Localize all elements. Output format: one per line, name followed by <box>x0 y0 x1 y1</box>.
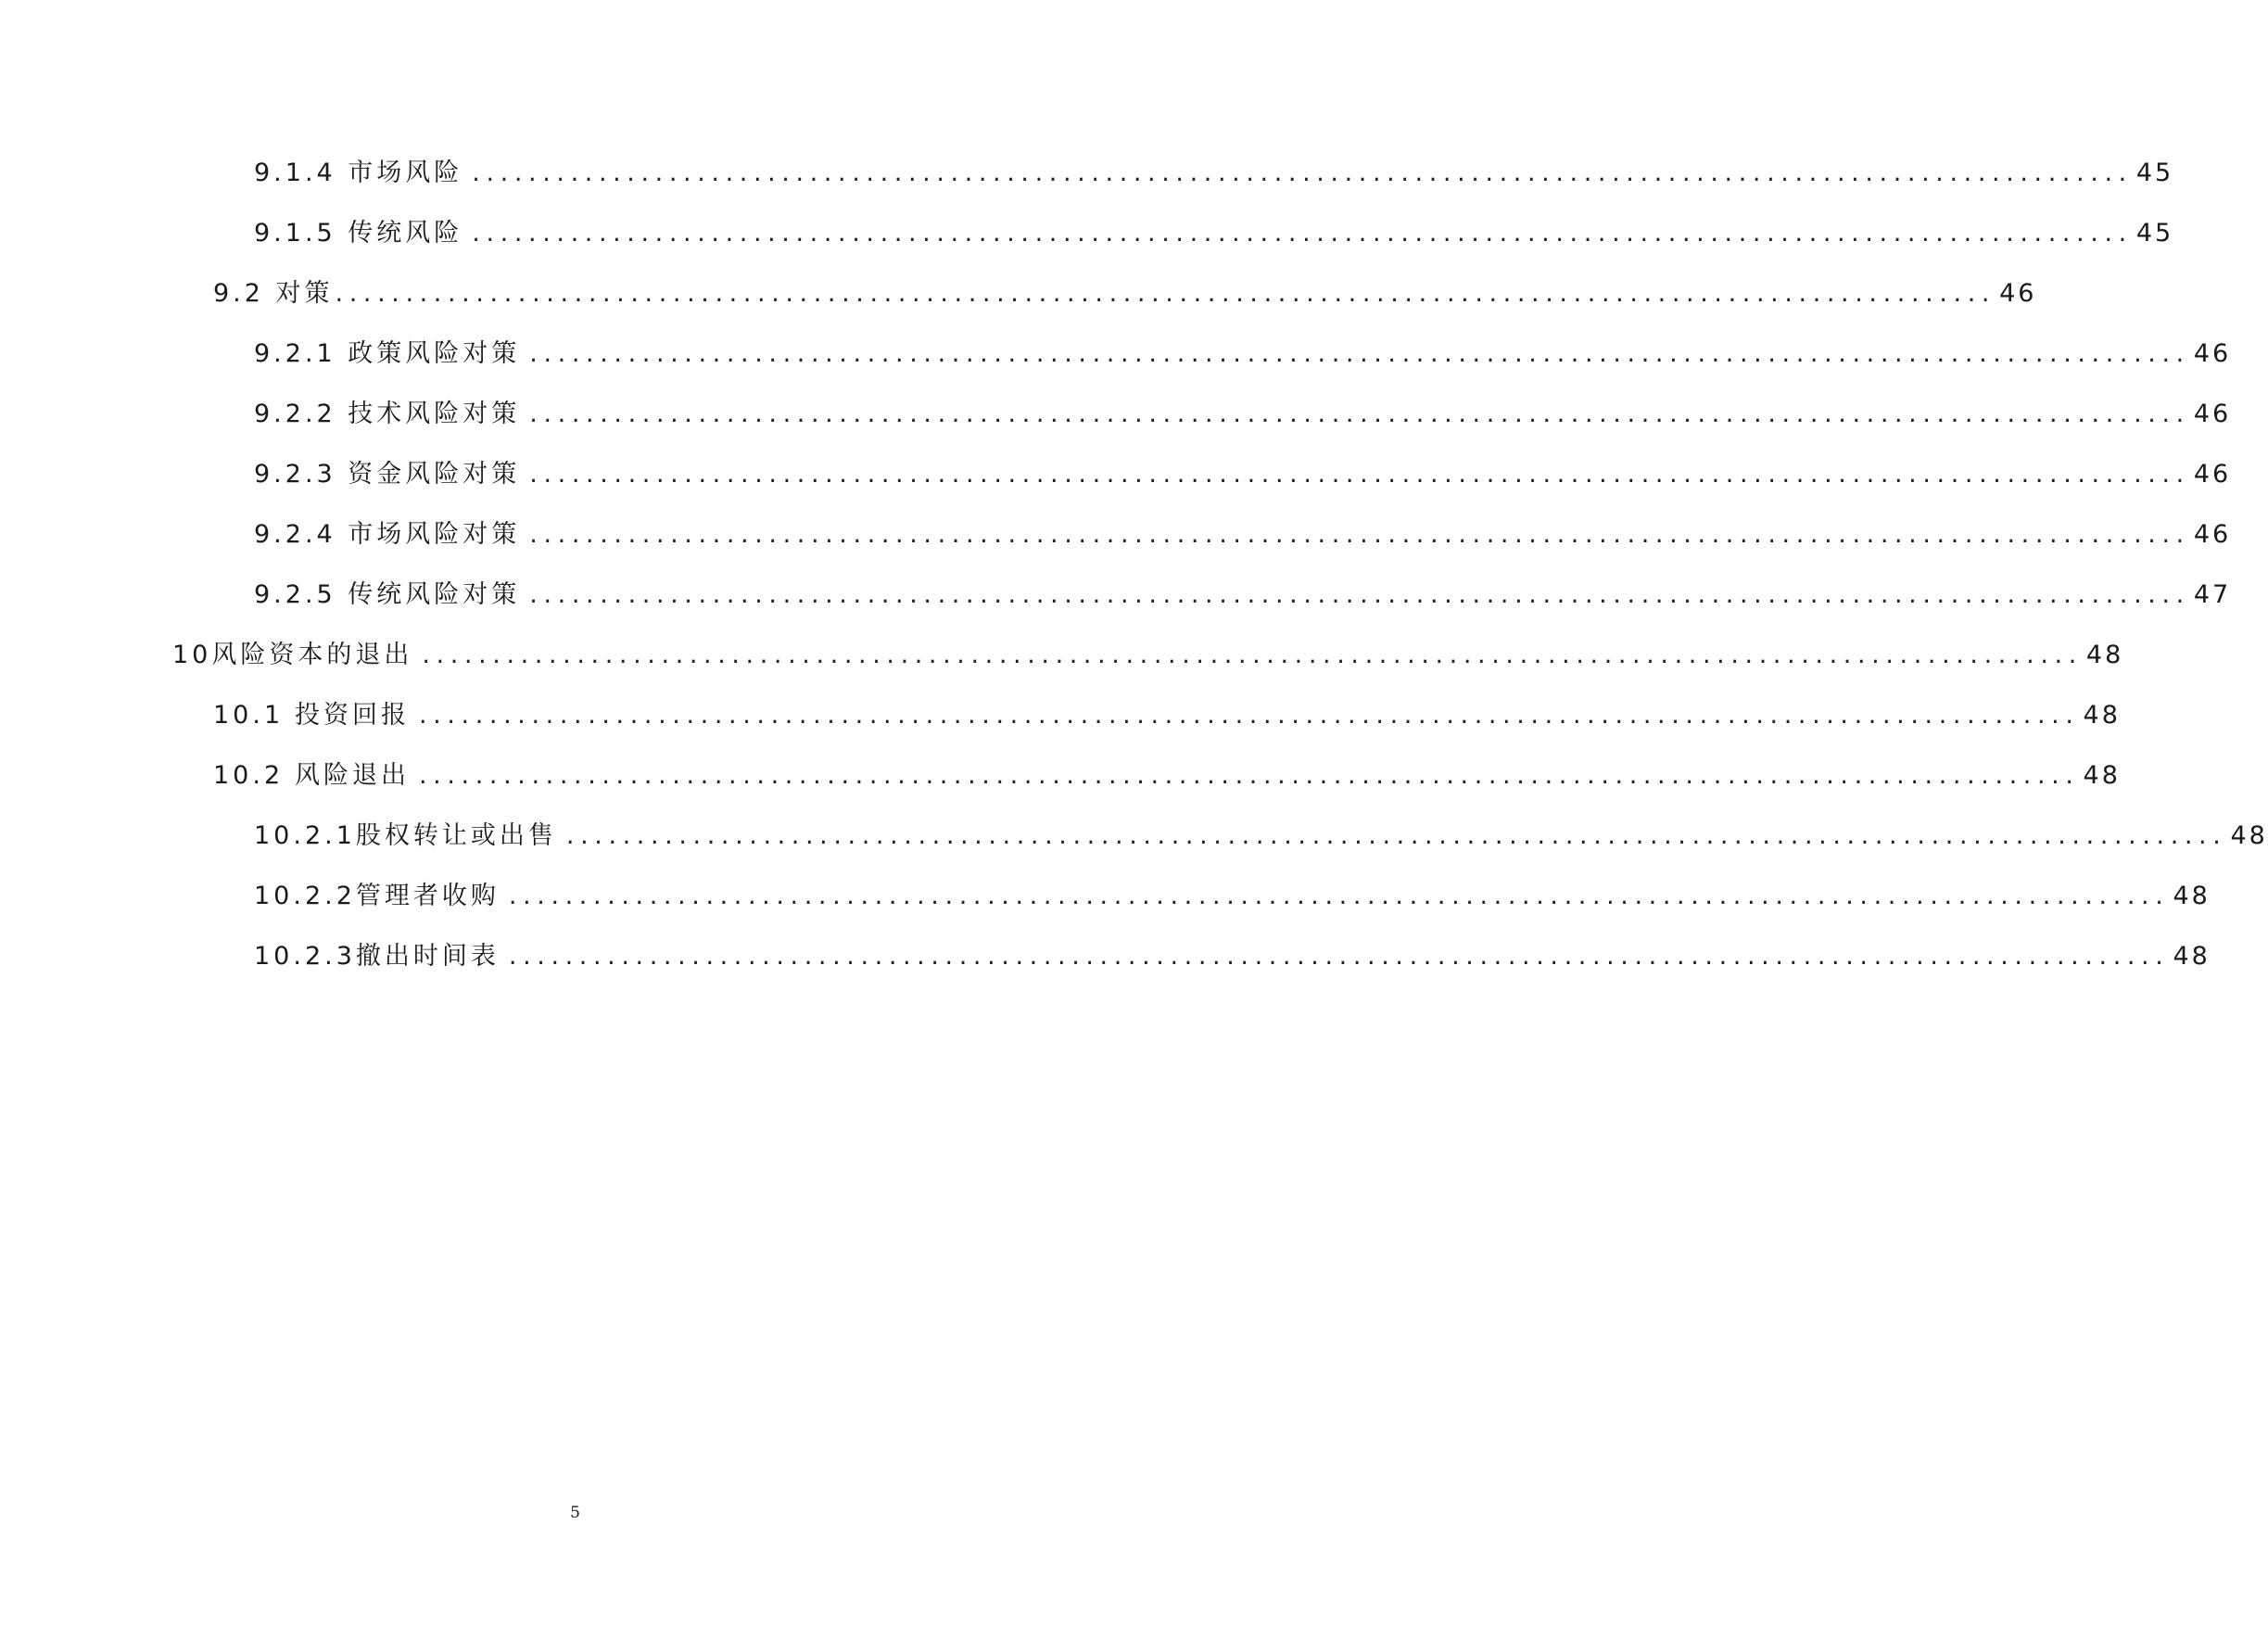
toc-entry[interactable] <box>254 570 2232 609</box>
toc-entry-number: 9.2.1 <box>254 339 348 368</box>
toc-entry-title: 风险资本的退出 <box>211 641 413 669</box>
toc-entry-number: 10.2.1 <box>254 821 356 850</box>
toc-entry-number: 9.2.5 <box>254 580 348 609</box>
toc-entry-title: 资金风险对策 <box>348 460 521 489</box>
toc-entry-title: 撤出时间表 <box>355 942 500 971</box>
toc-entry-page: 46 <box>1999 279 2037 308</box>
toc-entry-title: 市场风险 <box>348 159 463 187</box>
toc-entry-page: 46 <box>2193 339 2232 368</box>
toc-entry-title: 传统风险对策 <box>348 580 521 609</box>
dot-leader: ...................................................................................................................... <box>419 761 2080 790</box>
toc-entry[interactable] <box>254 450 2232 489</box>
toc-entry-page: 46 <box>2193 460 2232 489</box>
toc-entry-page: 48 <box>2173 942 2211 971</box>
toc-entry[interactable] <box>254 811 2268 850</box>
dot-leader: ...................................................................................................................... <box>472 159 2133 187</box>
toc-entry-number: 9.1.5 <box>254 219 348 248</box>
toc-entry-page: 48 <box>2173 882 2211 910</box>
toc-entry-title: 传统风险 <box>348 219 463 248</box>
toc-entry-title: 市场风险对策 <box>348 520 521 549</box>
toc-entry-number: 10 <box>172 641 212 669</box>
dot-leader: ...................................................................................................................... <box>529 520 2190 549</box>
toc-entry-number: 10.2.3 <box>254 942 356 971</box>
toc-entry-page: 46 <box>2193 520 2232 549</box>
dot-leader: ...................................................................................................................... <box>419 701 2080 730</box>
toc-entry[interactable] <box>254 510 2232 549</box>
toc-entry-title: 管理者收购 <box>355 882 500 910</box>
toc-entry[interactable] <box>254 871 2211 910</box>
toc-entry-page: 48 <box>2085 641 2124 669</box>
toc-entry-page: 48 <box>2083 701 2121 730</box>
toc-entry[interactable] <box>254 209 2174 248</box>
toc-entry-title: 对策 <box>275 279 334 308</box>
page-number: 5 <box>570 1504 580 1522</box>
toc-entry-number: 9.2 <box>213 279 276 308</box>
toc-entry-number: 9.2.3 <box>254 460 348 489</box>
toc-entry[interactable] <box>254 389 2232 428</box>
dot-leader: ...................................................................................................................... <box>508 942 2170 971</box>
toc-entry[interactable] <box>254 932 2211 971</box>
toc-entry-page: 46 <box>2193 400 2232 428</box>
toc-entry-number: 10.1 <box>213 701 296 730</box>
dot-leader: ...................................................................................................................... <box>335 279 1996 308</box>
toc-entry-title: 技术风险对策 <box>348 400 521 428</box>
toc-entry-number: 9.1.4 <box>254 159 348 187</box>
toc-entry-page: 47 <box>2193 580 2232 609</box>
toc-entry[interactable] <box>254 329 2232 368</box>
dot-leader: ...................................................................................................................... <box>422 641 2083 669</box>
dot-leader: ...................................................................................................................... <box>508 882 2170 910</box>
toc-entry-title: 投资回报 <box>295 701 410 730</box>
toc-entry-page: 45 <box>2135 159 2174 187</box>
toc-entry-number: 9.2.2 <box>254 400 348 428</box>
toc-entry-page: 45 <box>2135 219 2174 248</box>
dot-leader: ...................................................................................................................... <box>472 219 2133 248</box>
dot-leader: ...................................................................................................................... <box>565 821 2227 850</box>
dot-leader: ...................................................................................................................... <box>529 400 2190 428</box>
toc-entry-page: 48 <box>2083 761 2121 790</box>
toc-entry[interactable] <box>213 691 2121 730</box>
toc-entry[interactable] <box>172 630 2124 669</box>
toc-entry-number: 9.2.4 <box>254 520 348 549</box>
toc-entry-title: 风险退出 <box>295 761 410 790</box>
toc-entry-page: 48 <box>2230 821 2268 850</box>
toc-entry-number: 10.2.2 <box>254 882 356 910</box>
toc-entry-title: 股权转让或出售 <box>355 821 557 850</box>
toc-entry-number: 10.2 <box>213 761 296 790</box>
toc-entry[interactable] <box>213 751 2121 790</box>
toc-entry-title: 政策风险对策 <box>348 339 521 368</box>
toc-entry[interactable] <box>213 269 2037 308</box>
dot-leader: ...................................................................................................................... <box>529 580 2190 609</box>
toc-entry[interactable] <box>254 148 2174 187</box>
dot-leader: ...................................................................................................................... <box>529 339 2190 368</box>
dot-leader: ...................................................................................................................... <box>529 460 2190 489</box>
